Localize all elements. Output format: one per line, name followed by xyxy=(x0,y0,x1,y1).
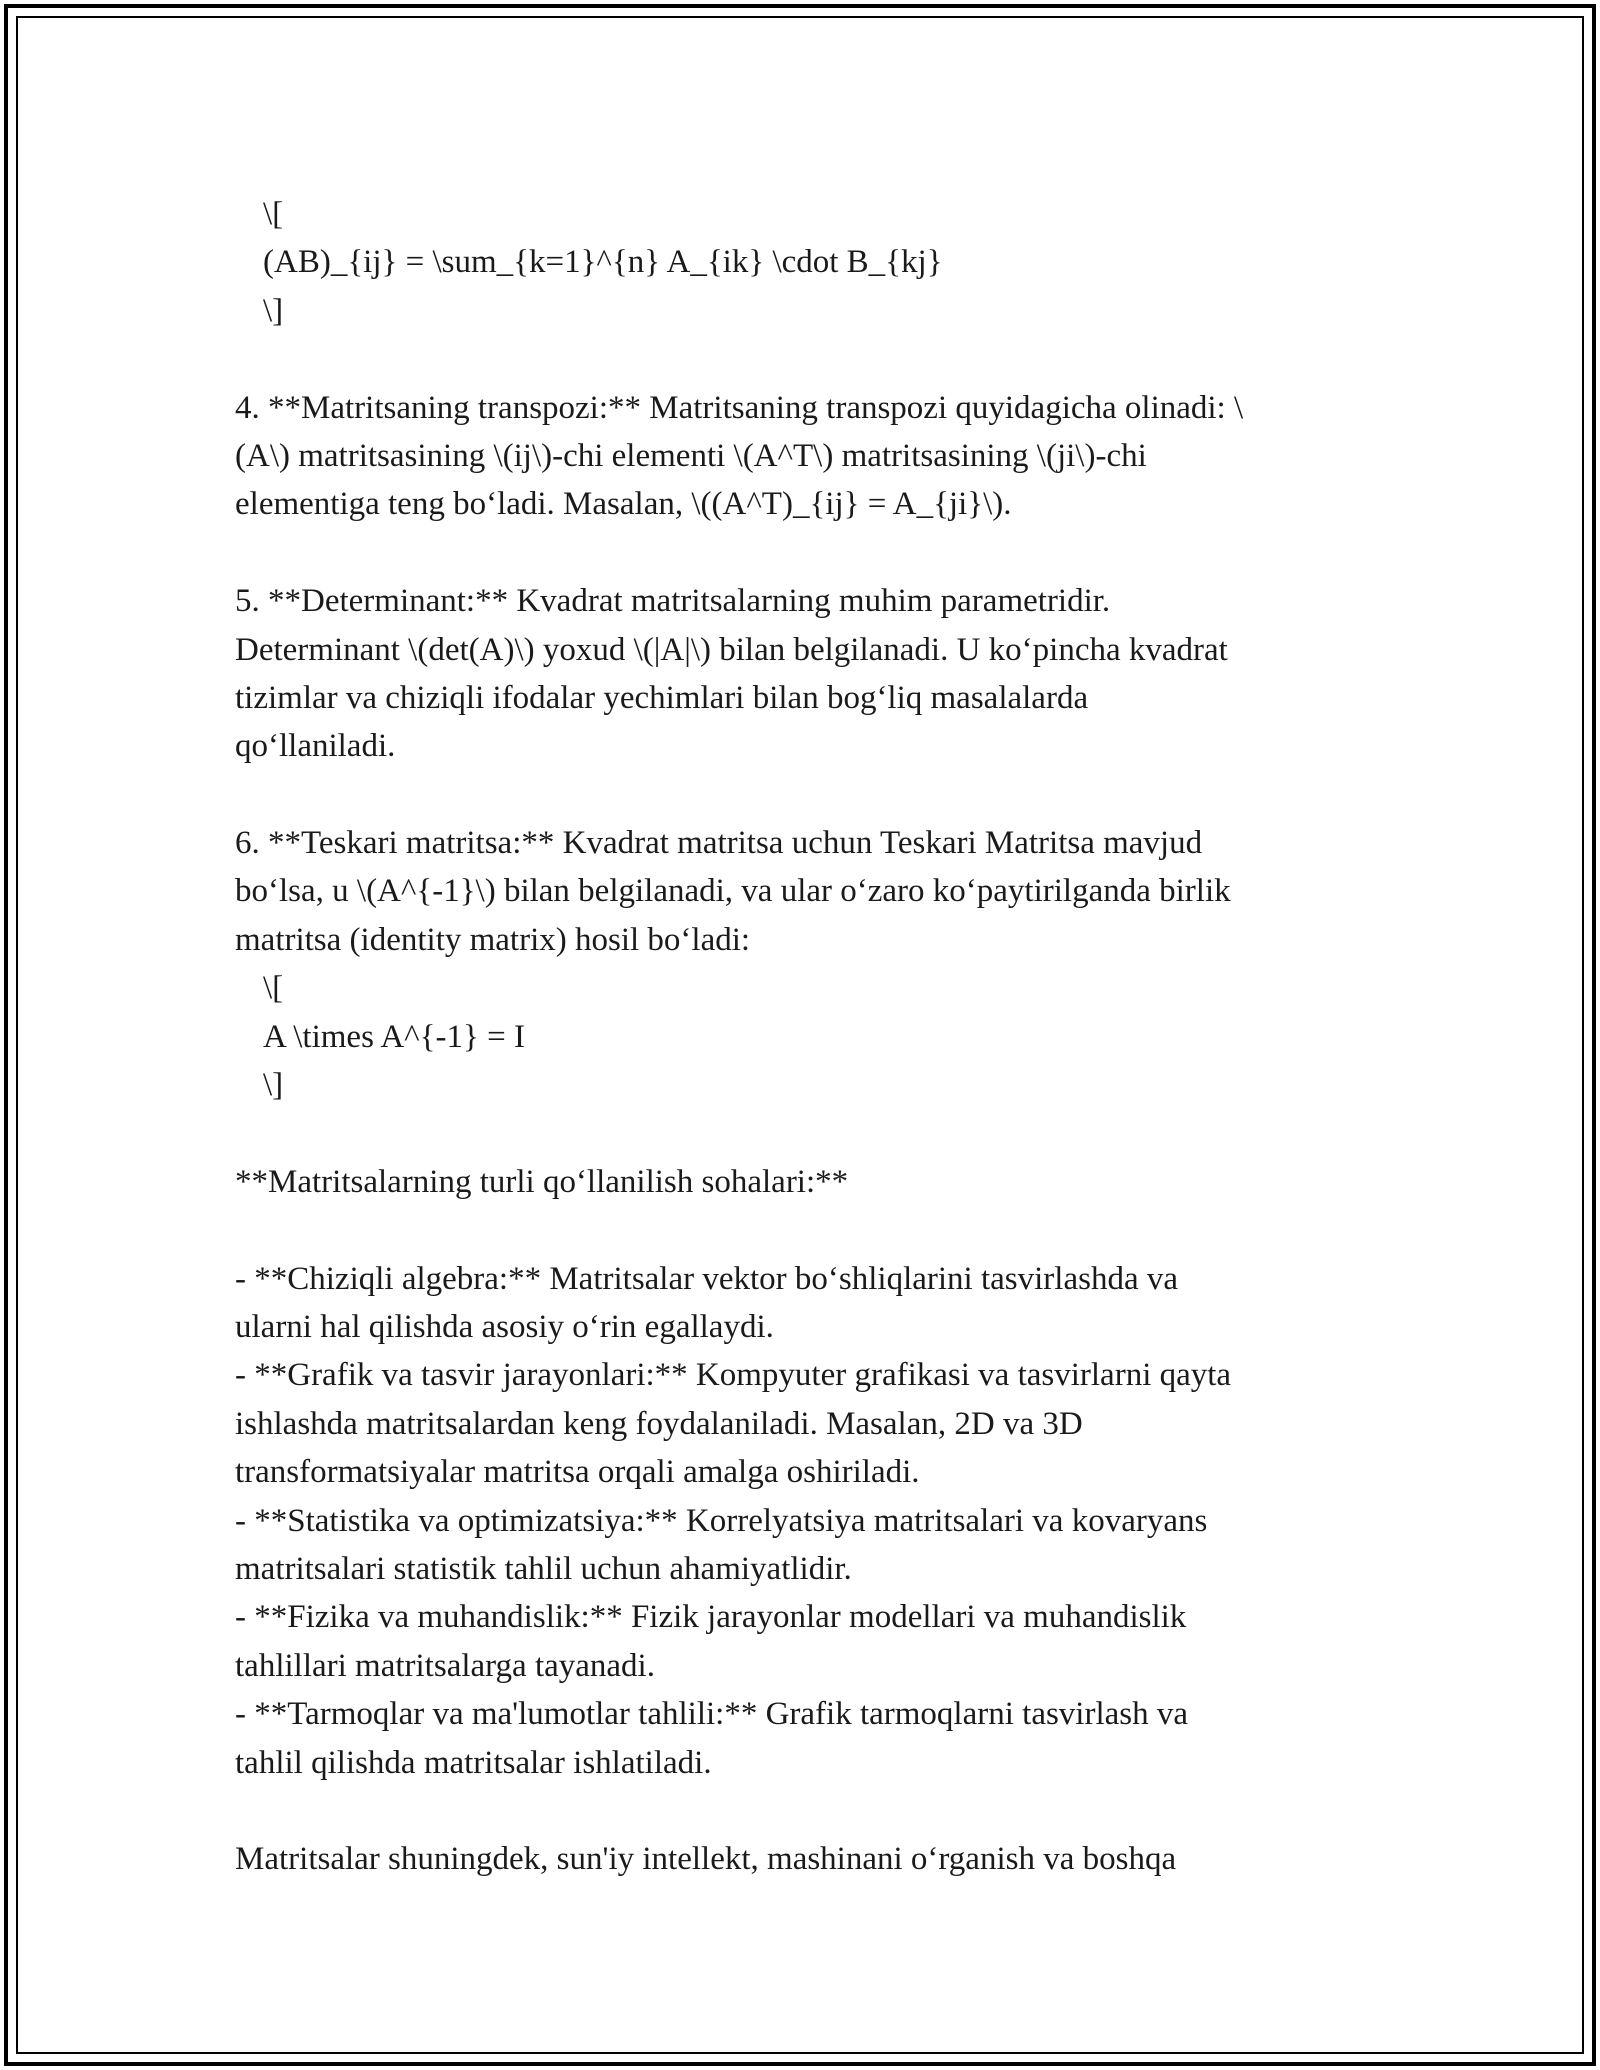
formula-line: \[ xyxy=(263,196,284,232)
blank-line xyxy=(235,1109,1375,1157)
formula-line: \[ xyxy=(263,970,284,1007)
document-body xyxy=(235,190,1375,1884)
text-line: - **Fizika va muhandislik:** Fizik jarayonlar modellari va muhandislik xyxy=(235,1599,1187,1636)
blank-line xyxy=(235,529,1375,577)
text-line: - **Grafik va tasvir jarayonlari:** Kompyuter grafikasi va tasvirlarni qayta xyxy=(235,1357,1232,1394)
text-line: Determinant \(det(A)\) yoxud \(|A|\) bilan belgilanadi. U ko‘pincha kvadrat xyxy=(235,631,1228,668)
text-line: (A\) matritsasining \(ij\)-chi elementi \(A^T\) matritsasining \(ji\)-chi xyxy=(235,437,1147,474)
text-line: ularni hal qilishda asosiy o‘rin egallaydi. xyxy=(235,1308,774,1345)
formula-line: \] xyxy=(263,292,284,329)
text-line: - **Statistika va optimizatsiya:** Korrelyatsiya matritsalari va kovaryans xyxy=(235,1502,1208,1539)
blank-line xyxy=(235,1787,1375,1835)
formula-line: \] xyxy=(263,1067,284,1104)
text-line: Matritsalar shuningdek, sun'iy intellekt, mashinani o‘rganish va boshqa xyxy=(235,1841,1177,1878)
text-line: ishlashda matritsalardan keng foydalaniladi. Masalan, 2D va 3D xyxy=(235,1405,1083,1442)
text-line: 5. **Determinant:** Kvadrat matritsalarning muhim parametridir. xyxy=(235,583,1111,620)
formula-line: (AB)_{ij} = \sum_{k=1}^{n} A_{ik} \cdot B_{kj} xyxy=(263,244,943,281)
text-line: tahlillari matritsalarga tayanadi. xyxy=(235,1647,655,1684)
formula-line: A \times A^{-1} = I xyxy=(263,1018,525,1055)
text-line: matritsalari statistik tahlil uchun ahamiyatlidir. xyxy=(235,1550,852,1587)
text-line: tahlil qilishda matritsalar ishlatiladi. xyxy=(235,1744,712,1781)
text-line: matritsa (identity matrix) hosil bo‘ladi: xyxy=(235,921,751,958)
blank-line xyxy=(235,771,1375,819)
blank-line xyxy=(235,335,1375,383)
text-line: transformatsiyalar matritsa orqali amalga oshiriladi. xyxy=(235,1454,920,1491)
text-line: 4. **Matritsaning transpozi:** Matritsaning transpozi quyidagicha olinadi: \ xyxy=(235,389,1244,426)
text-line: - **Chiziqli algebra:** Matritsalar vektor bo‘shliqlarini tasvirlashda va xyxy=(235,1260,1178,1297)
text-line: **Matritsalarning turli qo‘llanilish sohalari:** xyxy=(235,1163,849,1200)
text-line: bo‘lsa, u \(A^{-1}\) bilan belgilanadi, va ular o‘zaro ko‘paytirilganda birlik xyxy=(235,873,1231,910)
text-line: - **Tarmoqlar va ma'lumotlar tahlili:** Grafik tarmoqlarni tasvirlash va xyxy=(235,1696,1189,1733)
text-line: tizimlar va chiziqli ifodalar yechimlari bilan bog‘liq masalalarda xyxy=(235,679,1089,716)
text-line: elementiga teng bo‘ladi. Masalan, \((A^T)_{ij} = A_{ji}\). xyxy=(235,486,1012,523)
blank-line xyxy=(235,1206,1375,1254)
text-line: 6. **Teskari matritsa:** Kvadrat matritsa uchun Teskari Matritsa mavjud xyxy=(235,825,1203,862)
text-line: qo‘llaniladi. xyxy=(235,728,396,765)
